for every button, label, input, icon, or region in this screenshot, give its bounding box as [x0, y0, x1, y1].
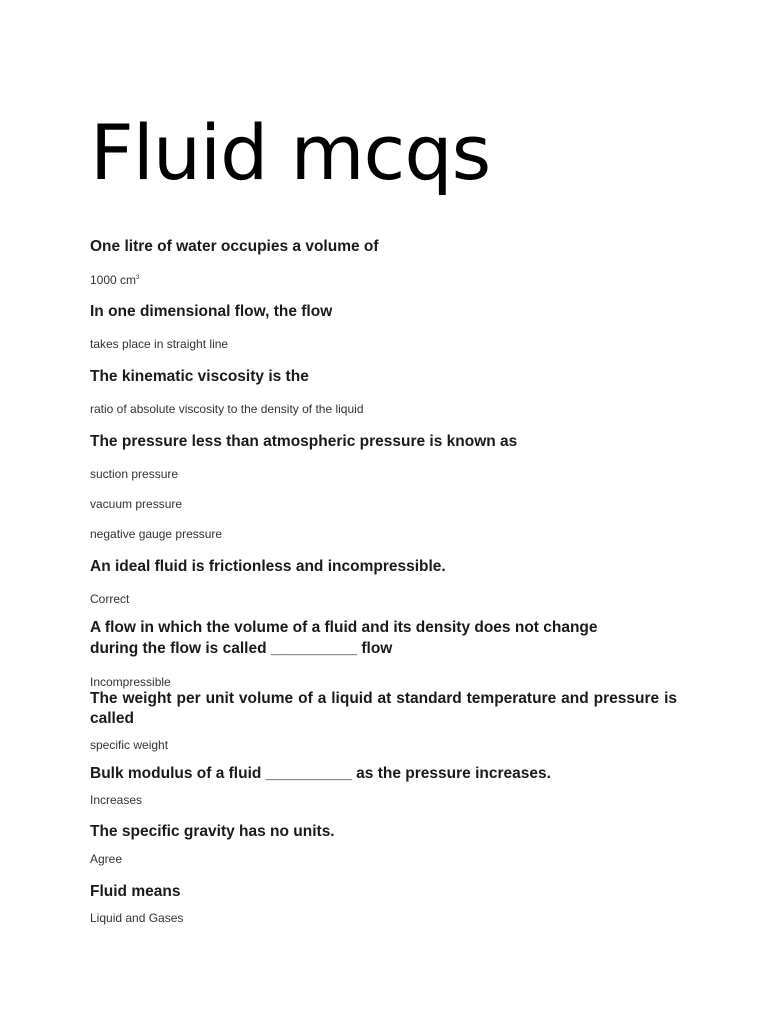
answer-2: takes place in straight line	[90, 337, 229, 351]
question-6: A flow in which the volume of a fluid and its density does not change during the flow is called __________ flow	[90, 619, 598, 657]
answer-1	[90, 271, 139, 288]
question-1: One litre of water occupies a volume of	[90, 238, 379, 255]
answer-4-option-2: vacuum pressure	[90, 497, 183, 511]
answer-4-option-1: suction pressure	[90, 467, 179, 481]
answer-9: Agree	[90, 852, 123, 866]
answer-7: specific weight	[90, 738, 169, 752]
answer-10: Liquid and Gases	[90, 911, 184, 925]
question-9: The specific gravity has no units.	[90, 823, 335, 840]
answer-6: Incompressible	[90, 675, 171, 689]
question-4: The pressure less than atmospheric pressure is known as	[90, 433, 518, 450]
question-7: The weight per unit volume of a liquid at standard temperature and pressure is called	[90, 690, 677, 727]
question-10: Fluid means	[90, 883, 181, 900]
question-8: Bulk modulus of a fluid __________ as the pressure increases.	[90, 765, 551, 782]
answer-5: Correct	[90, 592, 130, 606]
question-5: An ideal fluid is frictionless and incompressible.	[90, 558, 446, 575]
answer-3: ratio of absolute viscosity to the density of the liquid	[90, 402, 364, 416]
answer-4-option-3: negative gauge pressure	[90, 527, 223, 541]
question-3: The kinematic viscosity is the	[90, 368, 309, 385]
answer-8: Increases	[90, 793, 143, 807]
answer-1-text: 1000 cm	[90, 273, 137, 287]
page-title: Fluid mcqs	[90, 108, 491, 197]
question-2: In one dimensional flow, the flow	[90, 303, 333, 320]
answer-1-superscript: 3	[136, 275, 140, 281]
